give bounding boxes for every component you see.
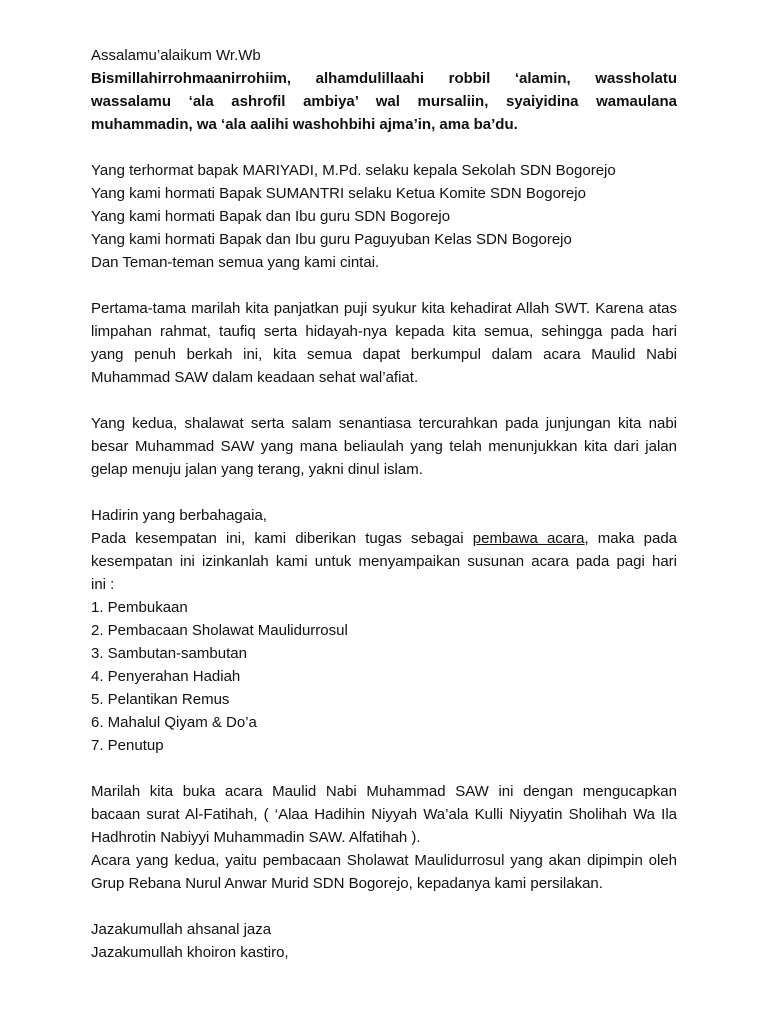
paragraph-line: gelap menuju jalan yang terang, yakni dinul islam. bbox=[91, 461, 423, 478]
paragraph-line: Marilah kita buka acara Maulid Nabi Muhammad SAW ini dengan mengucapkan bbox=[91, 783, 677, 800]
salutation-line: Yang kami hormati Bapak SUMANTRI selaku Ketua Komite SDN Bogorejo bbox=[91, 185, 586, 202]
paragraph-gap bbox=[91, 136, 677, 159]
paragraph-line: limpahan rahmat, taufiq serta hidayah-nya kepada kita semua, sehingga pada hari bbox=[91, 323, 677, 340]
closing-line: Jazakumullah khoiron kastiro, bbox=[91, 944, 289, 961]
document-body bbox=[91, 44, 677, 964]
agenda-item: 2. Pembacaan Sholawat Maulidurrosul bbox=[91, 622, 348, 639]
pembawa-acara-link[interactable]: pembawa acara bbox=[472, 530, 585, 547]
task-line: kesempatan ini izinkanlah kami untuk menyampaikan susunan acara pada pagi hari bbox=[91, 553, 677, 570]
paragraph-line: Acara yang kedua, yaitu pembacaan Sholawat Maulidurrosul yang akan dipimpin oleh bbox=[91, 852, 677, 869]
paragraph-line: besar Muhammad SAW yang mana beliaulah yang telah menunjukkan kita dari jalan bbox=[91, 438, 677, 455]
task-line bbox=[91, 527, 677, 550]
paragraph-line: Muhammad SAW dalam keadaan sehat wal’afiat. bbox=[91, 369, 419, 386]
agenda-item: 6. Mahalul Qiyam & Do’a bbox=[91, 714, 257, 731]
agenda-item: 7. Penutup bbox=[91, 737, 164, 754]
paragraph-line: yang penuh berkah ini, kita semua dapat berkumpul dalam acara Maulid Nabi bbox=[91, 346, 677, 363]
opening-line: wassalamu ‘ala ashrofil ambiya’ wal mursaliin, syaiyidina wamaulana bbox=[91, 93, 677, 110]
paragraph-gap bbox=[91, 757, 677, 780]
agenda-item: 1. Pembukaan bbox=[91, 599, 188, 616]
agenda-item: 5. Pelantikan Remus bbox=[91, 691, 230, 708]
paragraph-gap bbox=[91, 274, 677, 297]
agenda-item: 3. Sambutan-sambutan bbox=[91, 645, 247, 662]
task-text: , maka pada bbox=[584, 530, 677, 547]
salutation-line: Dan Teman-teman semua yang kami cintai. bbox=[91, 254, 380, 271]
paragraph-gap bbox=[91, 389, 677, 412]
task-text: Pada kesempatan ini, kami diberikan tugas sebagai bbox=[91, 530, 464, 547]
salutation-line: Yang terhormat bapak MARIYADI, M.Pd. selaku kepala Sekolah SDN Bogorejo bbox=[91, 162, 616, 179]
greeting: Assalamu’alaikum Wr.Wb bbox=[91, 47, 261, 64]
paragraph-line: Hadhrotin Nabiyyi Muhammadin SAW. Alfatihah ). bbox=[91, 829, 421, 846]
paragraph-line: Grup Rebana Nurul Anwar Murid SDN Bogorejo, kepadanya kami persilakan. bbox=[91, 875, 603, 892]
salutation-line: Yang kami hormati Bapak dan Ibu guru Paguyuban Kelas SDN Bogorejo bbox=[91, 231, 572, 248]
hadirin-line: Hadirin yang berbahagaia, bbox=[91, 507, 267, 524]
paragraph-line: Pertama-tama marilah kita panjatkan puji syukur kita kehadirat Allah SWT. Karena atas bbox=[91, 300, 677, 317]
task-line: ini : bbox=[91, 576, 115, 593]
closing-line: Jazakumullah ahsanal jaza bbox=[91, 921, 272, 938]
agenda-item: 4. Penyerahan Hadiah bbox=[91, 668, 241, 685]
opening-line: Bismillahirrohmaanirrohiim, alhamdulillaahi robbil ‘alamin, wassholatu bbox=[91, 70, 677, 87]
paragraph-gap bbox=[91, 481, 677, 504]
opening-line: muhammadin, wa ‘ala aalihi washohbihi ajma’in, ama ba’du. bbox=[91, 116, 518, 133]
paragraph-gap bbox=[91, 895, 677, 918]
salutation-line: Yang kami hormati Bapak dan Ibu guru SDN Bogorejo bbox=[91, 208, 451, 225]
paragraph-line: Yang kedua, shalawat serta salam senantiasa tercurahkan pada junjungan kita nabi bbox=[91, 415, 677, 432]
paragraph-line: bacaan surat Al-Fatihah, ( ‘Alaa Hadihin Niyyah Wa’ala Kulli Niyyatin Sholihah Wa Ila bbox=[91, 806, 677, 823]
